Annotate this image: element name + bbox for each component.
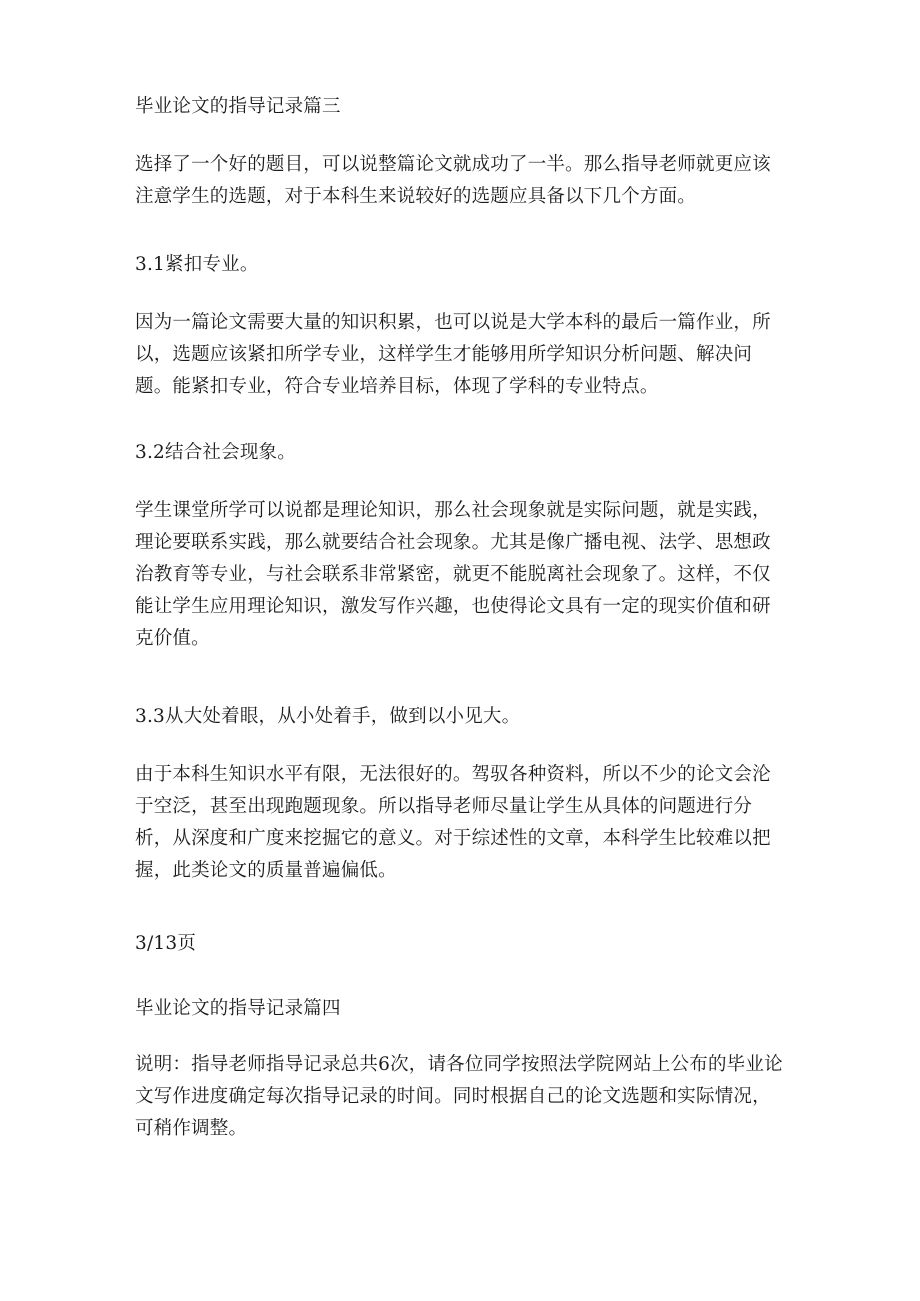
paragraph-4: 说明：指导老师指导记录总共6次，请各位同学按照法学院网站上公布的毕业论 文写作进度确定每次指导记录的时间。同时根据自己的论文选题和实际情况， 可稍作调整。 [135,1054,783,1139]
heading-3-3: 3.3从大处着眼，从小处着手，做到以小见大。 [135,706,521,727]
paragraph-3-1: 因为一篇论文需要大量的知识积累，也可以说是大学本科的最后一篇作业，所 以，选题应该紧扣所学专业，这样学生才能够用所学知识分析问题、解决问 题。能紧扣专业，符合专业培养目标，体现了学科的专业特点。 [135,312,771,397]
section3-title: 毕业论文的指导记录篇三 [135,96,341,117]
page-number: 3/13页 [135,933,197,954]
heading-3-1: 3.1紧扣专业。 [135,254,259,275]
intro-paragraph: 选择了一个好的题目，可以说整篇论文就成功了一半。那么指导老师就更应该 注意学生的选题，对于本科生来说较好的选题应具备以下几个方面。 [135,154,771,207]
paragraph-3-3: 由于本科生知识水平有限，无法很好的。驾驭各种资料，所以不少的论文会沦 于空泛，甚至出现跑题现象。所以指导老师尽量让学生从具体的问题进行分 析，从深度和广度来挖掘它的意义。对于综述性的文章，本科学生比较难以把 握，此类论文的质量普遍偏低。 [135,764,771,881]
heading-3-2: 3.2结合社会现象。 [135,442,296,463]
section4-title: 毕业论文的指导记录篇四 [135,998,341,1019]
paragraph-3-2: 学生课堂所学可以说都是理论知识，那么社会现象就是实际问题，就是实践， 理论要联系实践，那么就要结合社会现象。尤其是像广播电视、法学、思想政 治教育等专业，与社会联系非常紧密，就更不能脱离社会现象了。这样，不仅 能让学生应用理论知识，激发写作兴趣，也使得论文具有一定的现实价值和研 克价值。 [135,500,771,649]
